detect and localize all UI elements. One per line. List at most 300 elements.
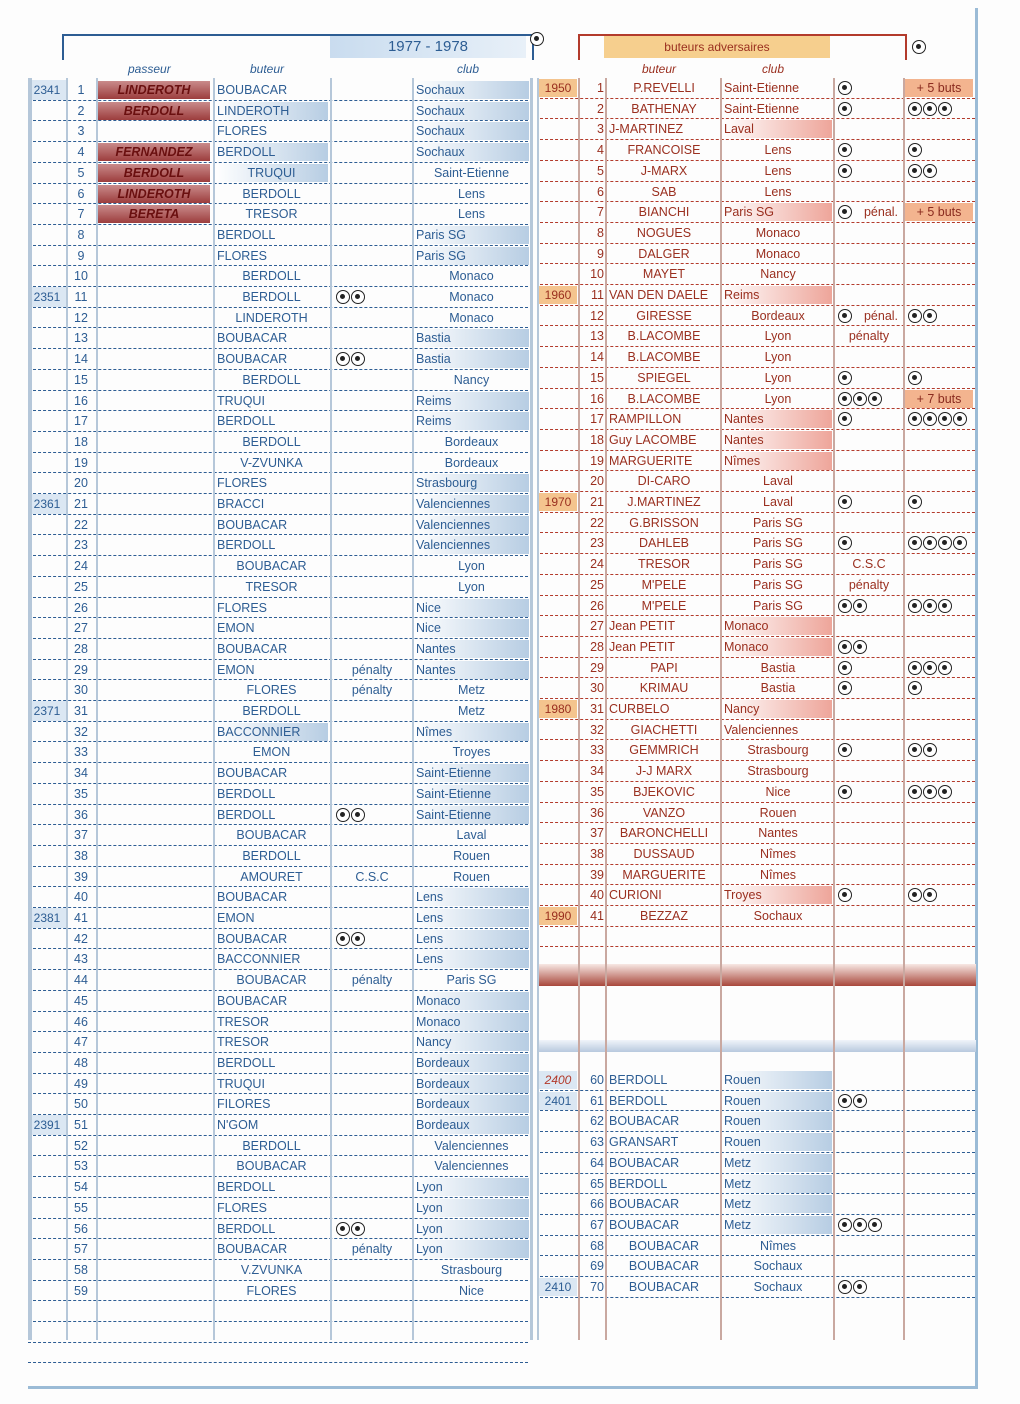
scorer-name: TRUQUI: [215, 164, 328, 182]
football-icon: [351, 290, 365, 304]
opponent-club: Nîmes: [722, 452, 832, 470]
row-separator: [28, 431, 528, 432]
opponent-club: Lyon: [764, 350, 792, 365]
opponent-club: Nîmes: [759, 846, 797, 861]
opponent-club: Valenciennes: [724, 722, 799, 737]
scorer-name: BERDOLL: [609, 1073, 668, 1087]
row-index: 8: [597, 225, 604, 240]
football-icon: [908, 681, 922, 695]
row-index: 23: [74, 538, 88, 553]
goal-note: C.S.C: [355, 869, 389, 884]
row-index: 33: [590, 743, 604, 758]
column-line: [530, 78, 533, 1340]
opponent-scorer: G.BRISSON: [629, 515, 699, 530]
football-icon: [923, 785, 937, 799]
football-icon: [838, 599, 852, 613]
scorer-name: BERDOLL: [242, 186, 301, 201]
scorer-name: V-ZVUNKA: [240, 455, 303, 470]
row-separator: [28, 845, 528, 846]
column-line: [66, 78, 68, 1340]
football-icon: [838, 309, 852, 323]
col-header-opp-club: club: [762, 62, 785, 76]
scorer-name: BOUBACAR: [217, 517, 288, 532]
scorer-name: BOUBACAR: [236, 973, 307, 988]
opponent-scorer: MARGUERITE: [622, 867, 706, 882]
goal-note: pénalty: [848, 329, 890, 344]
opponent-club: Valenciennes: [434, 1138, 509, 1153]
row-separator: [28, 1238, 528, 1239]
row-index: 67: [590, 1217, 604, 1232]
opponent-club: Lyon: [414, 1199, 529, 1217]
row-separator: [28, 1073, 528, 1074]
scorer-name: FLORES: [217, 1200, 268, 1215]
row-separator: [28, 1155, 528, 1156]
row-separator: [28, 452, 528, 453]
scorer-name: BERDOLL: [217, 1180, 276, 1195]
opponent-club: Reims: [722, 286, 832, 304]
opponent-scorer: BATHENAY: [631, 101, 697, 116]
column-line: [720, 78, 722, 1340]
row-index: 19: [590, 453, 604, 468]
row-index: 16: [590, 391, 604, 406]
opponent-scorer: GIRESSE: [636, 308, 692, 323]
opponent-club: Paris SG: [752, 536, 803, 551]
row-index: 5: [597, 163, 604, 178]
row-index: 65: [590, 1176, 604, 1191]
row-index: 13: [74, 331, 88, 346]
row-index: 25: [74, 579, 88, 594]
scorer-name: LINDEROTH: [235, 310, 308, 325]
row-index: 41: [74, 911, 88, 925]
football-icon: [868, 1218, 882, 1232]
football-icon: [938, 599, 952, 613]
column-line: [903, 78, 905, 1340]
opponent-club: Monaco: [755, 225, 801, 240]
row-separator: [28, 617, 528, 618]
scorer-name: BERDOLL: [242, 269, 301, 284]
opponent-club: Reims: [414, 412, 529, 430]
row-separator: [28, 514, 528, 515]
row-separator: [28, 804, 528, 805]
decade-label: 1960: [539, 286, 577, 304]
scorer-name: LINDEROTH: [215, 102, 328, 120]
opponent-club: Strasbourg: [440, 1262, 503, 1277]
row-index: 17: [74, 414, 88, 429]
scorer-name: BERDOLL: [609, 1093, 668, 1108]
row-separator: [28, 886, 528, 887]
row-index: 27: [74, 621, 88, 636]
row-index: 66: [590, 1197, 604, 1212]
column-line: [605, 78, 607, 1340]
row-index: 30: [590, 681, 604, 696]
opponent-club: Saint-Etienne: [414, 806, 529, 824]
scorer-name: FLORES: [217, 600, 268, 615]
football-icon: [938, 102, 952, 116]
row-separator: [28, 783, 528, 784]
football-icon: [838, 392, 852, 406]
goal-note: pénalty: [848, 577, 890, 592]
opponent-scorer: GIACHETTI: [630, 722, 698, 737]
row-index: 14: [590, 350, 604, 365]
row-ref-number: 2361: [28, 494, 66, 514]
row-ref-number: 2341: [28, 80, 66, 100]
row-index: 24: [74, 559, 88, 574]
row-ref-number: 2351: [28, 287, 66, 307]
opponent-scorer: DI-CARO: [637, 474, 691, 489]
opponent-club: Bordeaux: [414, 1054, 529, 1072]
football-icon: [923, 743, 937, 757]
row-separator: [28, 990, 528, 991]
opponent-scorers-title: buteurs adversaires: [604, 36, 830, 58]
opponent-club: Rouen: [722, 1112, 832, 1130]
row-index: 62: [590, 1114, 604, 1129]
opponent-club: Lyon: [458, 559, 485, 574]
scorer-name: TRESOR: [245, 207, 298, 222]
opponent-club: Lyon: [764, 370, 792, 385]
row-separator: [28, 1218, 528, 1219]
row-index: 26: [74, 600, 88, 615]
row-index: 28: [74, 641, 88, 656]
scorer-name: TRUQUI: [217, 1076, 265, 1091]
opponent-club: Bordeaux: [444, 434, 499, 449]
row-separator: [28, 141, 528, 142]
row-index: 26: [590, 598, 604, 613]
row-index: 61: [590, 1093, 604, 1108]
row-index: 21: [590, 495, 604, 509]
opponent-scorer: DALGER: [638, 246, 690, 261]
opponent-club: Bastia: [760, 660, 796, 675]
row-index: 53: [74, 1159, 88, 1174]
scorer-name: TRESOR: [217, 1014, 270, 1029]
row-separator: [28, 369, 528, 370]
passer-name: FERNANDEZ: [98, 143, 210, 161]
scorer-name: BOUBACAR: [628, 1280, 700, 1294]
row-index: 1: [77, 83, 85, 97]
opponent-scorer: MAYET: [642, 267, 686, 282]
goal-note: pénalty: [351, 973, 393, 988]
opponent-scorer: Jean PETIT: [609, 619, 675, 634]
opponent-club: Bastia: [414, 350, 529, 368]
extra-goals: + 7 buts: [905, 390, 973, 408]
scorer-name: BOUBACAR: [609, 1197, 680, 1212]
football-icon: [838, 371, 852, 385]
scorer-name: AMOURET: [240, 869, 303, 884]
opponent-club: Bordeaux: [414, 1116, 529, 1134]
column-line: [28, 78, 32, 1340]
opponent-scorer: Guy LACOMBE: [609, 432, 697, 447]
opponent-club: Lens: [457, 207, 486, 222]
row-index: 40: [74, 890, 88, 905]
football-icon: [953, 412, 967, 426]
scorer-name: BOUBACAR: [628, 1259, 700, 1274]
goal-note: C.S.C: [852, 557, 886, 572]
frame-right-border: [975, 8, 978, 1388]
scorer-name: FLORES: [217, 248, 268, 263]
scorer-name: BACCONNIER: [215, 723, 328, 741]
scorer-name: N'GOM: [217, 1118, 259, 1132]
row-separator: [28, 265, 528, 266]
row-index: 31: [74, 704, 88, 718]
goal-note: pénalty: [351, 1242, 393, 1257]
scorer-name: BERDOLL: [242, 434, 301, 449]
opponent-club: Valenciennes: [414, 516, 529, 534]
row-index: 12: [590, 308, 604, 323]
scorer-name: BERDOLL: [217, 414, 276, 429]
football-icon: [908, 309, 922, 323]
row-index: 21: [74, 497, 88, 511]
row-index: 42: [74, 931, 88, 946]
opponent-club: Lens: [414, 888, 529, 906]
football-icon: [336, 290, 350, 304]
col-header-passeur: passeur: [128, 62, 171, 76]
opponent-scorer: FRANCOISE: [627, 143, 701, 158]
row-separator: [28, 1342, 528, 1343]
row-index: 31: [590, 702, 604, 716]
football-icon: [923, 536, 937, 550]
opponent-club: Sochaux: [414, 81, 529, 99]
row-index: 22: [590, 515, 604, 530]
row-index: 17: [590, 412, 604, 427]
row-separator: [28, 286, 528, 287]
decade-label: 1950: [539, 79, 577, 97]
football-icon: [923, 102, 937, 116]
football-icon: [908, 661, 922, 675]
football-icon: [351, 1222, 365, 1236]
opponent-scorer: NOGUES: [636, 225, 692, 240]
row-index: 56: [74, 1221, 88, 1236]
football-icon: [838, 164, 852, 178]
row-index: 34: [74, 766, 88, 781]
row-index: 8: [77, 227, 85, 242]
football-icon: [838, 102, 852, 116]
opponent-scorer: VANZO: [642, 805, 686, 820]
opponent-club: Bordeaux: [414, 1095, 529, 1113]
extra-goals: + 5 buts: [905, 203, 973, 221]
row-index: 39: [74, 869, 88, 884]
opponent-scorer: TRESOR: [637, 557, 691, 572]
row-separator: [28, 1114, 528, 1115]
extra-goals: + 5 buts: [905, 79, 973, 97]
row-index: 11: [591, 288, 604, 302]
row-separator: [28, 493, 528, 494]
row-index: 44: [74, 973, 88, 988]
football-icon: [908, 371, 922, 385]
row-index: 58: [74, 1262, 88, 1277]
opponent-scorer: P.REVELLI: [633, 81, 695, 95]
decade-label: 1970: [539, 493, 577, 511]
column-line: [412, 78, 414, 1340]
opponent-club: Saint-Etienne: [724, 101, 800, 116]
opponent-club: Sochaux: [753, 1259, 803, 1274]
row-index: 29: [590, 660, 604, 675]
scorer-name: FILORES: [217, 1097, 271, 1112]
row-index: 4: [77, 145, 85, 160]
opponent-scorer: M'PELE: [641, 598, 687, 613]
opponent-club: Laval: [722, 120, 832, 138]
opponent-scorer: CURIONI: [609, 888, 662, 903]
frame-bottom-border: [28, 1386, 978, 1389]
row-separator: [28, 741, 528, 742]
row-index: 2: [77, 103, 85, 118]
opponent-scorer: J-MARX: [640, 163, 688, 178]
column-line: [833, 78, 835, 1340]
opponent-scorer: DUSSAUD: [633, 846, 695, 861]
row-index: 29: [74, 662, 88, 677]
opponent-club: Nantes: [414, 640, 529, 658]
passer-name: BERDOLL: [98, 102, 210, 120]
row-index: 64: [590, 1155, 604, 1170]
row-index: 7: [597, 205, 604, 220]
opponent-club: Troyes: [722, 886, 832, 904]
scorer-name: BERDOLL: [217, 538, 276, 553]
column-line: [330, 78, 332, 1340]
opponent-club: Nancy: [760, 267, 796, 282]
opponent-club: Troyes: [452, 745, 491, 760]
row-index: 3: [77, 124, 85, 139]
opponent-club: Nantes: [722, 431, 832, 449]
football-icon: [938, 412, 952, 426]
row-index: 52: [74, 1138, 88, 1153]
row-index: 40: [590, 888, 604, 903]
row-index: 35: [74, 786, 88, 801]
opponent-scorer: J.MARTINEZ: [627, 495, 701, 509]
opponent-club: Lyon: [764, 391, 792, 406]
row-index: 70: [590, 1280, 604, 1294]
row-separator: [28, 410, 528, 411]
opponent-club: Monaco: [449, 290, 494, 304]
column-line: [213, 78, 215, 1340]
section-divider-bar: [538, 964, 976, 986]
row-separator: [28, 307, 528, 308]
scorer-name: EMON: [252, 745, 291, 760]
opponent-scorer: GEMMRICH: [629, 743, 699, 758]
opponent-scorer: VAN DEN DAELE: [609, 288, 709, 302]
row-separator: [28, 1031, 528, 1032]
row-index: 37: [590, 826, 604, 841]
opponent-scorer: B.LACOMBE: [627, 391, 701, 406]
opponent-club: Nancy: [453, 372, 490, 387]
opponent-club: Strasbourg: [747, 743, 809, 758]
opponent-club: Bordeaux: [414, 1075, 529, 1093]
football-icon: [908, 102, 922, 116]
football-icon: [908, 143, 922, 157]
row-separator: [28, 203, 528, 204]
row-index: 13: [590, 329, 604, 344]
football-icon: [838, 681, 852, 695]
football-icon: [838, 536, 852, 550]
football-icon: [923, 412, 937, 426]
row-index: 34: [590, 764, 604, 779]
row-index: 7: [77, 207, 85, 222]
scorer-name: BERDOLL: [242, 1138, 301, 1153]
scorer-name: BOUBACAR: [217, 890, 288, 905]
football-icon: [838, 1280, 852, 1294]
row-separator: [28, 824, 528, 825]
scorer-name: BERDOLL: [609, 1176, 668, 1191]
football-icon: [938, 661, 952, 675]
goal-note: pénalty: [351, 662, 393, 677]
football-icon: [908, 495, 922, 509]
opponent-club: Rouen: [722, 1092, 832, 1110]
row-ref-number: 2391: [28, 1115, 66, 1135]
opponent-club: Monaco: [449, 310, 494, 325]
scorer-name: BERDOLL: [242, 290, 301, 304]
football-icon: [912, 40, 926, 54]
row-separator: [28, 534, 528, 535]
scorer-name: BOUBACAR: [236, 559, 307, 574]
opponent-club: Metz: [722, 1175, 832, 1193]
opponent-club: Metz: [722, 1195, 832, 1213]
football-icon: [351, 808, 365, 822]
football-icon: [838, 495, 852, 509]
opponent-club: Nîmes: [759, 1238, 797, 1253]
opponent-club: Laval: [763, 495, 793, 509]
row-index: 2: [597, 101, 604, 116]
column-line: [96, 78, 98, 1340]
opponent-scorer: DAHLEB: [638, 536, 690, 551]
row-index: 20: [74, 476, 88, 491]
row-index: 46: [74, 1014, 88, 1029]
opponent-scorer: SAB: [651, 184, 677, 199]
football-icon: [908, 785, 922, 799]
opponent-club: Monaco: [414, 1013, 529, 1031]
row-index: 15: [590, 370, 604, 385]
opponent-club: Valenciennes: [434, 1159, 509, 1174]
opponent-club: Rouen: [453, 848, 490, 863]
opponent-club: Lyon: [414, 1240, 529, 1258]
opponent-scorer: BARONCHELLI: [619, 826, 709, 841]
row-index: 19: [74, 455, 88, 470]
row-separator: [28, 1321, 528, 1322]
football-icon: [530, 32, 544, 46]
opponent-club: Paris SG: [446, 973, 497, 988]
row-separator: [28, 1362, 528, 1363]
scorer-name: BERDOLL: [217, 786, 276, 801]
scorer-name: TRESOR: [245, 579, 298, 594]
row-separator: [28, 348, 528, 349]
row-separator: [28, 390, 528, 391]
football-icon: [908, 412, 922, 426]
row-separator: [28, 224, 528, 225]
season-title: 1977 - 1978: [330, 36, 526, 58]
football-icon: [908, 164, 922, 178]
opponent-club: Monaco: [755, 246, 801, 261]
opponent-club: Sochaux: [753, 1280, 803, 1294]
row-index: 6: [597, 184, 604, 199]
opponent-scorer: KRIMAU: [639, 681, 689, 696]
row-separator: [28, 1011, 528, 1012]
row-index: 10: [590, 267, 604, 282]
opponent-club: Nantes: [414, 661, 529, 679]
row-index: 41: [590, 909, 604, 923]
row-index: 38: [74, 848, 88, 863]
scorer-name: EMON: [217, 621, 255, 636]
football-icon: [336, 352, 350, 366]
opponent-scorer: PAPI: [650, 660, 678, 675]
scorer-name: BOUBACAR: [217, 352, 288, 367]
football-icon: [953, 536, 967, 550]
row-separator: [28, 638, 528, 639]
opponent-club: Monaco: [722, 638, 832, 656]
row-index: 24: [590, 557, 604, 572]
row-separator: [28, 183, 528, 184]
row-separator: [28, 1052, 528, 1053]
row-index: 4: [597, 143, 604, 158]
opponent-club: Valenciennes: [414, 536, 529, 554]
row-index: 69: [590, 1259, 604, 1274]
row-index: 68: [590, 1238, 604, 1253]
scorer-name: BOUBACAR: [217, 83, 288, 97]
